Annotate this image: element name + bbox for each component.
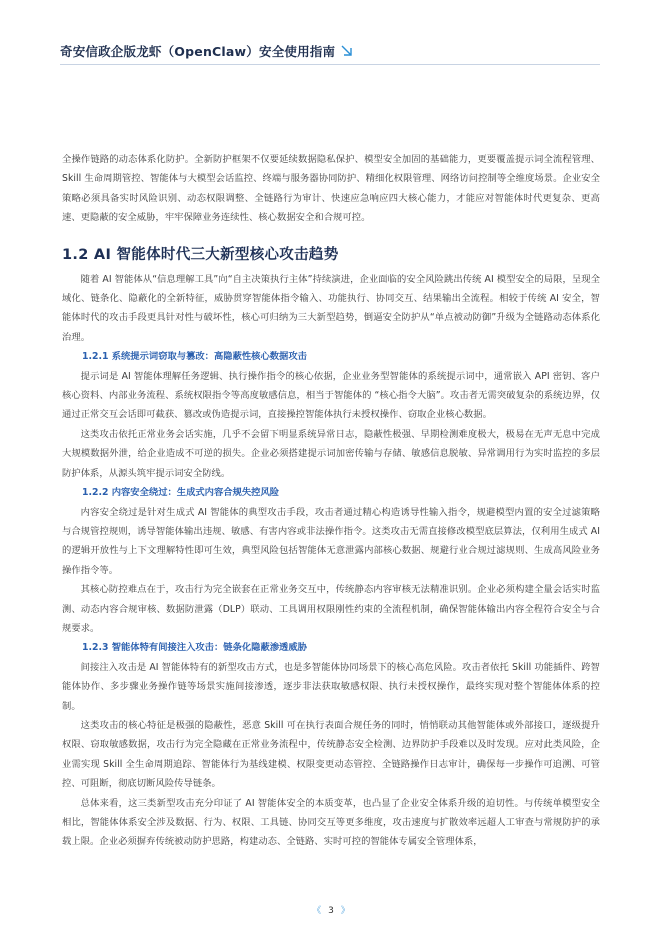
paragraph: 随着 AI 智能体从“信息理解工具”向“自主决策执行主体”持续演进，企业面临的安全风险跳出传统 AI 模型安全的局限，呈现全域化、链条化、隐蔽化的全新特征，威胁贯穿智能体指令输入、功能执行、协同交互、结果输出全流程。相较于传统 AI 安全，智能体时代的攻击手段更具针对性与破坏性，核心可归纳为三大新型趋势，倒逼安全防护从“单点被动防御”升级为全链路动态体系化治理。 xyxy=(62,273,600,343)
paragraph: 这类攻击依托正常业务会话实施，几乎不会留下明显系统异常日志，隐蔽性极强、早期检测难度极大，极易在无声无息中完成大规模数据外泄，给企业造成不可逆的损失。企业必须搭建提示词加密传输与存储、敏感信息脱敏、异常调用行为实时监控的多层防护体系，从源头筑牢提示词安全防线。 xyxy=(62,428,600,479)
page-header xyxy=(60,42,600,60)
page-footer xyxy=(0,903,662,916)
page-number-left-mark: 《 xyxy=(312,906,322,916)
paragraph: 提示词是 AI 智能体理解任务逻辑、执行操作指令的核心依据，企业业务型智能体的系统提示词中，通常嵌入 API 密钥、客户核心资料、内部业务流程、系统权限指令等高度敏感信息，相当于智能体的 “核心指令大脑”。攻击者无需突破复杂的系统边界，仅通过正常交互会话即可截获、篡改或伪造提示词，直接操控智能体执行未授权操作、窃取企业核心数据。 xyxy=(62,370,600,421)
page-body xyxy=(62,150,600,852)
subsection-heading: 1.2.2 内容安全绕过：生成式内容合规失控风险 xyxy=(82,487,280,499)
paragraph: 内容安全绕过是针对生成式 AI 智能体的典型攻击手段，攻击者通过精心构造诱导性输入指令，规避模型内置的安全过滤策略与合规管控规则，诱导智能体输出违规、敏感、有害内容或非法操作指令。这类攻击无需直接修改模型底层算法，仅利用生成式 AI 的逻辑开放性与上下文理解特性即可生效，典型风险包括智能体无意泄露内部核心数据、规避行业合规过滤规则、生成高风险业务操作指令等。 xyxy=(62,506,600,576)
subsection-heading: 1.2.3 智能体特有间接注入攻击：链条化隐蔽渗透威胁 xyxy=(82,642,307,654)
section-heading: 1.2 AI 智能体时代三大新型核心攻击趋势 xyxy=(62,246,339,263)
arrow-down-right-icon xyxy=(341,45,353,57)
subsection-heading: 1.2.1 系统提示词窃取与篡改：高隐蔽性核心数据攻击 xyxy=(82,351,307,363)
paragraph: 全操作链路的动态体系化防护。全新防护框架不仅要延续数据隐私保护、模型安全加固的基础能力，更要覆盖提示词全流程管理、Skill 生命周期管控、智能体与大模型会话监控、终端与服务器协同防护、精细化权限管理、网络访问控制等全维度场景。企业安全策略必须具备实时风险识别、动态权限调整、全链路行为审计、快速应急响应四大核心能力，才能应对智能体时代更复杂、更高速、更隐蔽的安全威胁，牢牢保障业务连续性、核心数据安全和合规可控。 xyxy=(62,154,600,224)
header-divider xyxy=(60,64,600,65)
document-title: 奇安信政企版龙虾（OpenClaw）安全使用指南 xyxy=(60,44,336,59)
paragraph: 总体来看，这三类新型攻击充分印证了 AI 智能体安全的本质变革，也凸显了企业安全体系升级的迫切性。与传统单模型安全相比，智能体体系安全涉及数据、行为、权限、工具链、协同交互等更多维度，攻击速度与扩散效率远超人工审查与常规防护的承载上限。企业必须摒弃传统被动防护思路，构建动态、全链路、实时可控的智能体专属安全管理体系， xyxy=(62,797,600,848)
paragraph: 这类攻击的核心特征是极强的隐蔽性，恶意 Skill 可在执行表面合规任务的同时，悄悄联动其他智能体或外部接口，逐级提升权限、窃取敏感数据，攻击行为完全隐藏在正常业务流程中，传统静态安全检测、边界防护手段难以及时发现。应对此类风险，企业需实现 Skill 全生命周期追踪、智能体行为基线建模、权限变更动态管控、全链路操作日志审计，确保每一步操作可追溯、可管控、可阻断，彻底切断风险传导链条。 xyxy=(62,719,600,790)
paragraph: 其核心防控难点在于，攻击行为完全嵌套在正常业务交互中，传统静态内容审核无法精准识别。企业必须构建全量会话实时监测、动态内容合规审核、数据防泄露（DLP）联动、工具调用权限刚性约束的全流程机制，确保智能体输出内容全程符合安全与合规要求。 xyxy=(62,584,600,634)
paragraph: 间接注入攻击是 AI 智能体特有的新型攻击方式，也是多智能体协同场景下的核心高危风险。攻击者依托 Skill 功能插件、跨智能体协作、多步骤业务操作链等场景实施间接渗透，逐步非法获取敏感权限、执行未授权操作，最终实现对整个智能体体系的控制。 xyxy=(62,661,600,712)
page-number: 3 xyxy=(328,906,334,916)
page-number-right-mark: 》 xyxy=(340,906,350,916)
